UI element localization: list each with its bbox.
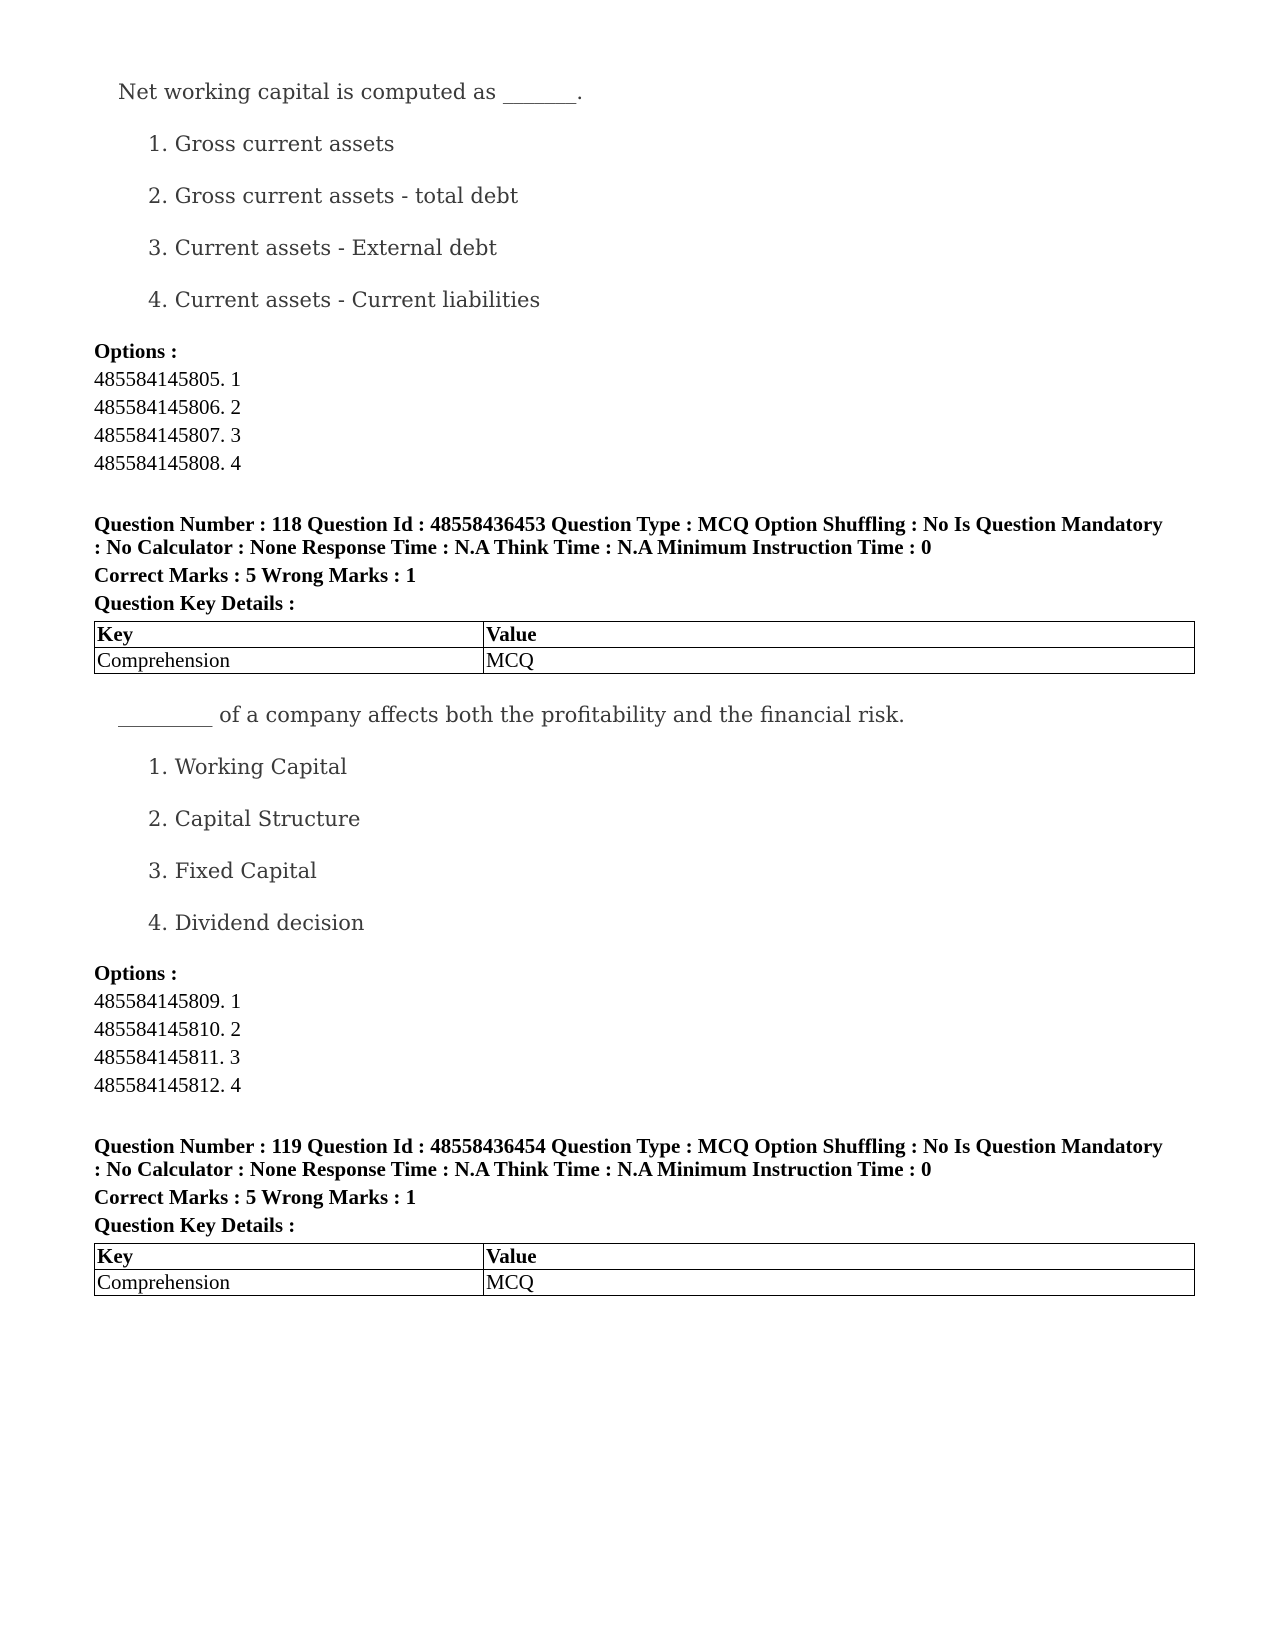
option-line: 485584145808. 4 bbox=[94, 451, 241, 475]
option-line: 485584145810. 2 bbox=[94, 1017, 241, 1041]
options-block bbox=[94, 959, 1194, 1099]
question-meta-line: Question Number : 118 Question Id : 48558436453 Question Type : MCQ Option Shuffling : No Is Question Mandatory bbox=[94, 512, 1163, 536]
marks-line: Correct Marks : 5 Wrong Marks : 1 bbox=[94, 1185, 417, 1209]
question-meta bbox=[94, 513, 1194, 559]
options-block bbox=[94, 337, 1194, 477]
key-details-table bbox=[94, 1243, 1195, 1296]
table-header-key: Key bbox=[95, 1244, 484, 1270]
table-row bbox=[95, 648, 1195, 674]
option-line: 485584145806. 2 bbox=[94, 395, 241, 419]
question-choice: 2. Gross current assets - total debt bbox=[148, 184, 519, 208]
question-choice: 1. Working Capital bbox=[148, 755, 348, 779]
question-choice: 1. Gross current assets bbox=[148, 132, 395, 156]
question-meta-line: : No Calculator : None Response Time : N.A Think Time : N.A Minimum Instruction Time : 0 bbox=[94, 1157, 932, 1181]
question-meta bbox=[94, 1135, 1194, 1181]
question-stem: _________ of a company affects both the profitability and the financial risk. bbox=[118, 703, 905, 727]
table-cell-value: MCQ bbox=[484, 648, 1195, 674]
question-image bbox=[118, 703, 905, 935]
option-line: 485584145805. 1 bbox=[94, 367, 241, 391]
key-details-heading: Question Key Details : bbox=[94, 1213, 296, 1237]
table-cell-value: MCQ bbox=[484, 1270, 1195, 1296]
option-line: 485584145809. 1 bbox=[94, 989, 241, 1013]
question-meta-line: Question Number : 119 Question Id : 48558436454 Question Type : MCQ Option Shuffling : No Is Question Mandatory bbox=[94, 1134, 1163, 1158]
table-cell-key: Comprehension bbox=[95, 1270, 484, 1296]
table-header-value: Value bbox=[484, 1244, 1195, 1270]
marks-line: Correct Marks : 5 Wrong Marks : 1 bbox=[94, 563, 417, 587]
question-choice: 3. Current assets - External debt bbox=[148, 236, 497, 260]
question-stem: Net working capital is computed as _______. bbox=[118, 80, 584, 104]
key-details-heading: Question Key Details : bbox=[94, 591, 296, 615]
question-meta-line: : No Calculator : None Response Time : N.A Think Time : N.A Minimum Instruction Time : 0 bbox=[94, 535, 932, 559]
question-choice: 4. Dividend decision bbox=[148, 911, 365, 935]
option-line: 485584145807. 3 bbox=[94, 423, 241, 447]
key-details-table bbox=[94, 621, 1195, 674]
table-header-row bbox=[95, 1244, 1195, 1270]
options-heading: Options : bbox=[94, 961, 178, 985]
question-image bbox=[118, 80, 584, 312]
option-line: 485584145811. 3 bbox=[94, 1045, 241, 1069]
table-row bbox=[95, 1270, 1195, 1296]
question-choice: 2. Capital Structure bbox=[148, 807, 361, 831]
question-choice: 4. Current assets - Current liabilities bbox=[148, 288, 541, 312]
option-line: 485584145812. 4 bbox=[94, 1073, 241, 1097]
question-choice: 3. Fixed Capital bbox=[148, 859, 317, 883]
table-cell-key: Comprehension bbox=[95, 648, 484, 674]
table-header-row bbox=[95, 622, 1195, 648]
table-header-key: Key bbox=[95, 622, 484, 648]
table-header-value: Value bbox=[484, 622, 1195, 648]
options-heading: Options : bbox=[94, 339, 178, 363]
